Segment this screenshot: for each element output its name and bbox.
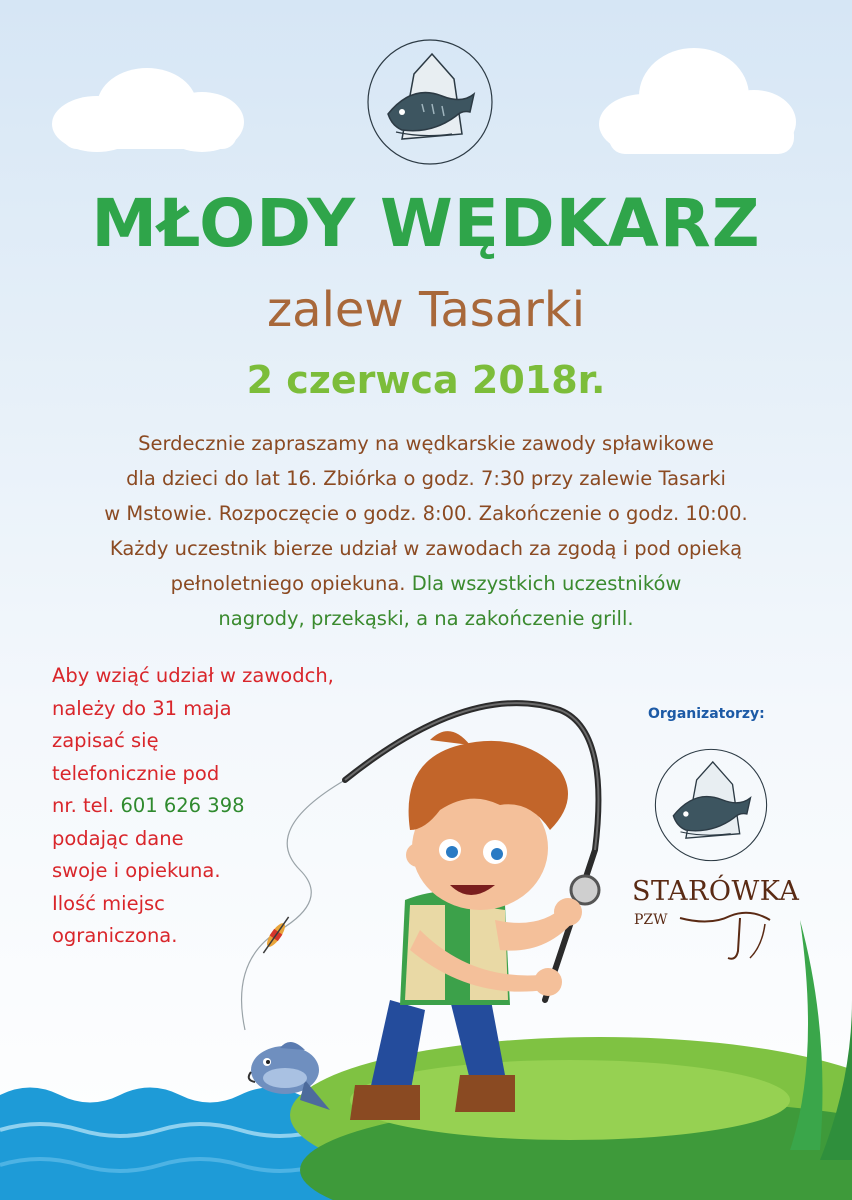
registration-line: Aby wziąć udział w zawodch, xyxy=(52,664,334,687)
starowka-pzw-logo xyxy=(632,876,800,966)
invitation-line: dla dzieci do lat 16. Zbiórka o godz. 7:30 przy zalewie Tasarki xyxy=(126,467,726,490)
guardian-text: pełnoletniego opiekuna. xyxy=(170,572,406,595)
partner-sub: PZW xyxy=(634,912,668,928)
registration-line: zapisać się xyxy=(52,729,159,752)
registration-line: telefonicznie pod xyxy=(52,761,220,785)
event-title: MŁODY WĘDKARZ xyxy=(91,185,761,262)
cloud-left-illustration xyxy=(42,64,252,154)
invitation-line: nagrody, przekąski, a na zakończenie grill. xyxy=(218,607,634,630)
prizes-text: Dla wszystkich uczestników xyxy=(405,572,682,595)
association-logo-top xyxy=(362,34,498,170)
phone-number: 601 626 398 xyxy=(120,794,245,817)
registration-line: Ilość miejsc xyxy=(52,891,165,915)
registration-line: podając dane xyxy=(52,826,184,850)
fishing-hook-icon xyxy=(670,906,780,966)
registration-line: ograniczona. xyxy=(52,924,178,947)
association-logo-organizer xyxy=(650,744,772,866)
phone-label: nr. tel. xyxy=(52,794,121,817)
event-location: zalew Tasarki xyxy=(266,282,586,338)
registration-note xyxy=(52,660,392,953)
cloud-right-illustration xyxy=(594,44,804,164)
invitation-line: Każdy uczestnik bierze udział w zawodach za zgodą i pod opieką xyxy=(109,537,743,560)
organizers-label: Organizatorzy: xyxy=(648,706,765,722)
invitation-paragraph xyxy=(60,426,792,636)
registration-line: należy do 31 maja xyxy=(52,696,232,720)
registration-line: swoje i opiekuna. xyxy=(52,859,221,882)
invitation-line: Serdecznie zapraszamy na wędkarskie zawody spławikowe xyxy=(138,432,714,455)
partner-name: STARÓWKA xyxy=(632,876,800,907)
invitation-line: w Mstowie. Rozpoczęcie o godz. 8:00. Zakończenie o godz. 10:00. xyxy=(104,502,748,525)
event-date: 2 czerwca 2018r. xyxy=(246,358,606,402)
registration-phone-line xyxy=(52,790,392,823)
invitation-line-mixed xyxy=(60,566,792,601)
